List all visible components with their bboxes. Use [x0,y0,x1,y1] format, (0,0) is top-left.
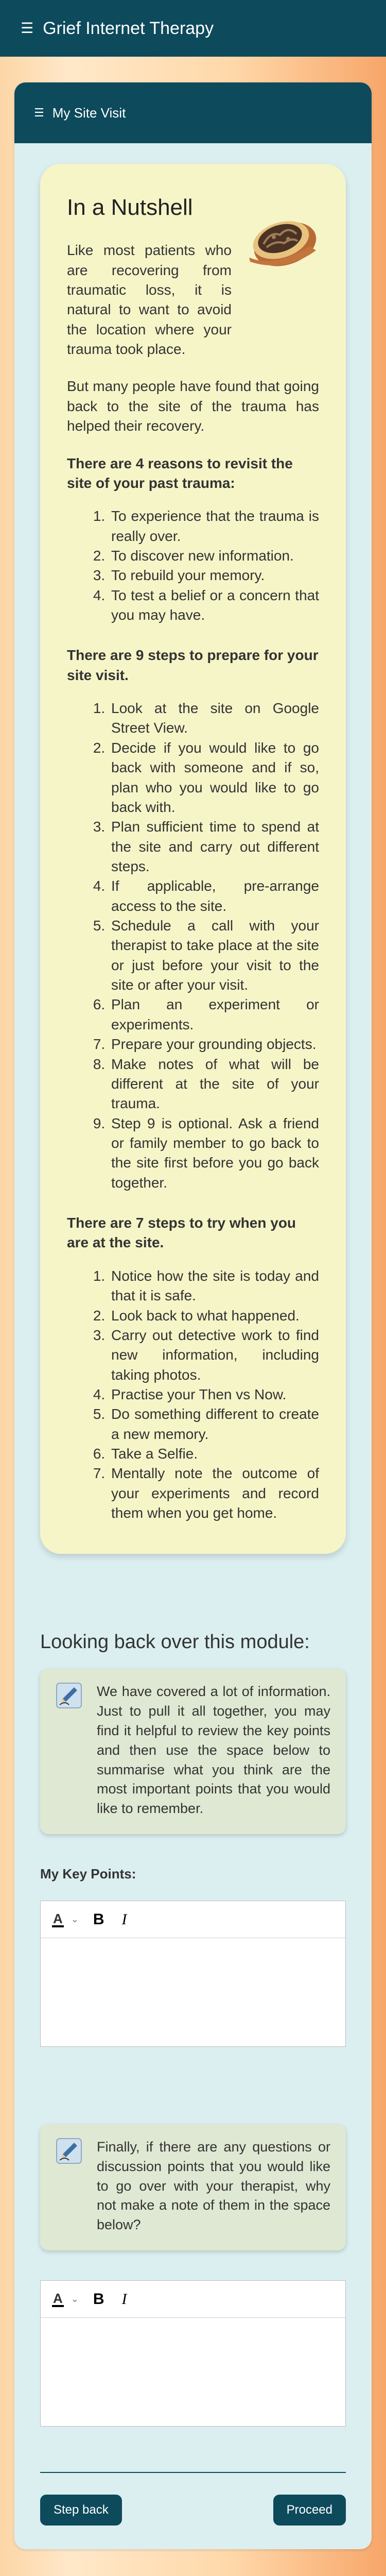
try-steps-list [67,1266,319,1523]
reasons-heading: There are 4 reasons to revisit the site of your past trauma: [67,455,293,491]
looking-back-heading: Looking back over this module: [40,1631,310,1653]
text-color-button[interactable] [52,2292,79,2307]
questions-callout [40,2124,346,2250]
step-back-button[interactable]: Step back [40,2495,122,2526]
pen-icon [56,2138,82,2164]
key-points-label: My Key Points: [40,1866,136,1882]
card-header [14,82,372,143]
steps-heading: There are 9 steps to prepare for your site visit. [67,647,319,683]
app-header [0,0,386,57]
intro-paragraph-1: Like most patients who are recovering from traumatic loss, it is natural to want to avoid the location where your trauma took place. [67,242,232,358]
italic-button[interactable]: I [121,1910,127,1928]
card-body [14,143,372,2549]
menu-icon[interactable]: ☰ [34,106,44,119]
list-item: 3. Carry out detective work to find new information, including taking photos. [109,1326,319,1385]
looking-back-callout [40,1669,346,1834]
questions-textarea[interactable] [41,2318,345,2426]
list-item: 5. Do something different to create a new memory. [109,1404,319,1444]
bold-button[interactable]: B [93,2290,104,2308]
try-heading: There are 7 steps to try when you are at the site. [67,1215,296,1251]
text-color-icon: A [53,1910,63,1926]
list-item: 2. To discover new information. [109,546,319,566]
editor-toolbar [41,1901,345,1938]
questions-text: Finally, if there are any questions or discussion points that you would like to go over with your therapist, why not make a note of them in the space below? [97,2139,330,2233]
questions-editor [40,2280,346,2427]
list-item: 3. Plan sufficient time to spend at the site and carry out different steps. [109,817,319,876]
key-points-editor [40,1901,346,2047]
list-item: 1. Notice how the site is today and that it is safe. [109,1266,319,1306]
intro-paragraph-2: But many people have found that going back to the site of the trauma has helped their recovery. [67,378,319,434]
list-item: 4. Practise your Then vs Now. [109,1385,319,1404]
proceed-button[interactable]: Proceed [273,2495,346,2526]
text-color-icon: A [53,2290,63,2306]
list-item: 9. Step 9 is optional. Ask a friend or family member to go back to the site first before you go back together. [109,1114,319,1193]
list-item: 1. To experience that the trauma is really over. [109,506,319,546]
list-item: 4. To test a belief or a concern that you may have. [109,586,319,625]
list-item: 5. Schedule a call with your therapist to take place at the site or just before your visit to the site or after your visit. [109,916,319,995]
reasons-list [67,506,319,625]
hamburger-menu-icon[interactable]: ☰ [21,20,34,36]
list-item: 8. Make notes of what will be different at the site of your trauma. [109,1055,319,1114]
nutshell-heading: In a Nutshell [67,195,193,220]
list-item: 4. If applicable, pre-arrange access to the site. [109,876,319,916]
list-item: 1. Look at the site on Google Street View. [109,699,319,738]
nutshell-box [40,164,346,1554]
site-visit-card [14,82,372,2549]
list-item: 7. Prepare your grounding objects. [109,1035,319,1054]
walnut-icon [244,210,321,271]
looking-back-text: We have covered a lot of information. Just to pull it all together, you may find it helpful to review the key points and then use the space below to summarise what you think are the most important points that you would like to remember. [97,1684,330,1817]
steps-list [67,699,319,1193]
italic-button[interactable]: I [121,2290,127,2308]
chevron-down-icon: ⌄ [71,2294,79,2304]
list-item: 7. Mentally note the outcome of your experiments and record them when you get home. [109,1464,319,1523]
text-color-button[interactable] [52,1912,79,1927]
list-item: 2. Decide if you would like to go back with someone and if so, plan who you would like to go back with. [109,738,319,817]
list-item: 3. To rebuild your memory. [109,566,319,585]
app-title: Grief Internet Therapy [43,18,214,38]
page-background [0,57,386,2576]
bold-button[interactable]: B [93,1910,104,1928]
card-title: My Site Visit [52,105,126,121]
key-points-textarea[interactable] [41,1938,345,2046]
list-item: 6. Take a Selfie. [109,1444,319,1464]
chevron-down-icon: ⌄ [71,1914,79,1925]
editor-toolbar [41,2281,345,2318]
list-item: 6. Plan an experiment or experiments. [109,995,319,1035]
list-item: 2. Look back to what happened. [109,1306,319,1326]
step-navigation [40,2473,346,2549]
pen-icon [56,1682,82,1709]
